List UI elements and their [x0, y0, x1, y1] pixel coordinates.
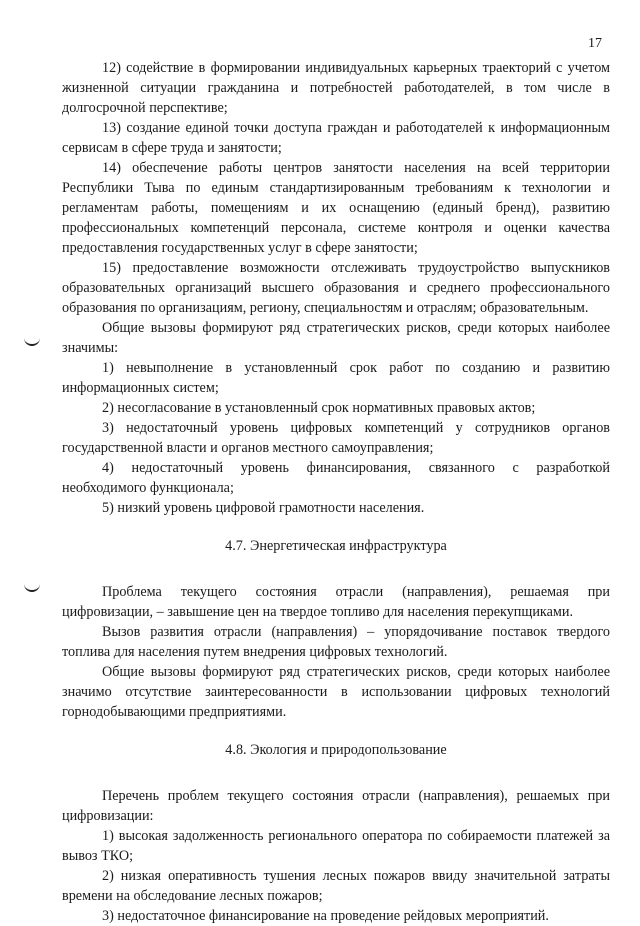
list-item: 1) высокая задолженность регионального оператора по собираемости платежей за вывоз ТКО; — [62, 828, 610, 864]
document-body — [62, 58, 610, 926]
list-item: 15) предоставление возможности отслеживать трудоустройство выпускников образовательных организаций высшего образования и среднего профессионального образования по организациям, региону, специальностям и отраслям; образовательным. — [62, 260, 610, 316]
scan-margin-mark — [24, 582, 40, 592]
list-item: 13) создание единой точки доступа граждан и работодателей к информационным сервисам в сфере труда и занятости; — [62, 120, 610, 156]
section-heading-ecology: 4.8. Экология и природопользование — [225, 742, 447, 758]
list-item: 4) недостаточный уровень финансирования, связанного с разработкой необходимого функционала; — [62, 460, 610, 496]
list-item: 3) недостаточное финансирование на проведение рейдовых мероприятий. — [102, 908, 549, 924]
list-item: 14) обеспечение работы центров занятости населения на всей территории Республики Тыва по единым стандартизированным требованиям к технологии и регламентам работы, помещениям и их оснащению (единый бренд), развитию профессиональных компетенций персонала, системе контроля и оценки качества предоставления государственных услуг в сфере занятости; — [62, 160, 610, 256]
list-item: 2) несогласование в установленный срок нормативных правовых актов; — [102, 400, 536, 416]
list-item: 3) недостаточный уровень цифровых компетенций у сотрудников органов государственной власти и органов местного самоуправления; — [62, 420, 610, 456]
paragraph: Перечень проблем текущего состояния отрасли (направления), решаемых при цифровизации: — [62, 788, 610, 824]
list-item: 1) невыполнение в установленный срок работ по созданию и развитию информационных систем; — [62, 360, 610, 396]
paragraph: Вызов развития отрасли (направления) – упорядочивание поставок твердого топлива для населения путем внедрения цифровых технологий. — [62, 624, 610, 660]
list-item: 2) низкая оперативность тушения лесных пожаров ввиду значительной затраты времени на обследование лесных пожаров; — [62, 868, 610, 904]
paragraph: Общие вызовы формируют ряд стратегических рисков, среди которых наиболее значимо отсутствие заинтересованности в использовании цифровых технологий горнодобывающими предприятиями. — [62, 664, 610, 720]
paragraph: Общие вызовы формируют ряд стратегических рисков, среди которых наиболее значимы: — [62, 320, 610, 356]
section-heading-energy: 4.7. Энергетическая инфраструктура — [225, 538, 447, 554]
list-item: 5) низкий уровень цифровой грамотности населения. — [102, 500, 425, 516]
paragraph: Проблема текущего состояния отрасли (направления), решаемая при цифровизации, – завышение цен на твердое топливо для населения перекупщиками. — [62, 584, 610, 620]
page-number: 17 — [588, 36, 602, 51]
list-item: 12) содействие в формировании индивидуальных карьерных траекторий с учетом жизненной ситуации гражданина и потребностей работодателей, в том числе в долгосрочной перспективе; — [62, 60, 610, 116]
scan-margin-mark — [24, 336, 40, 346]
